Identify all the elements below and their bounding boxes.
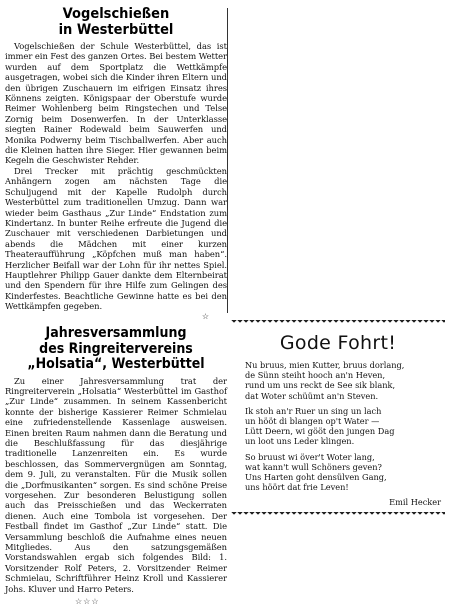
poem-stanza	[245, 452, 445, 493]
poem-line: uns höört dat frie Leven!	[245, 482, 349, 493]
poem-line: rund um uns reckt de See sik blank,	[245, 380, 396, 391]
headline-line: in Westerbüttel	[58, 22, 174, 38]
end-mark-icon: ☆	[201, 311, 209, 321]
ornament-stars-icon: ☆☆☆	[75, 597, 100, 606]
poem-line: Uns Harten goht densülven Gang,	[245, 472, 387, 483]
poem-line: dat Woter schüümt an'n Steven.	[245, 390, 379, 401]
poem-title: Gode Fohrt!	[279, 332, 397, 354]
article-paragraph: Zu einer Jahresversammlung trat der Ringreiterverein „Holsatia“ Westerbüttel im Gasthof „Zur Linde“ zusammen. In seinem Kassenbericht konnte der bisherige Kassierer Reimer Schmielau eine zufriedenstellende Kassenlage ausweisen. Einen breiten Raum nahmen dann die Beratung und die Beschlußfassung für das diesjährige traditionelle Lanzenreiten ein. Es wurde beschlossen, das Sommervergnügen am Sonntag, dem 9. Juli, zu veranstalten. Für die Musik sollen die „Dorfmusikanten“ sorgen. Es sind schöne Preise vorgesehen. Zur besonderen Belustigung sollen auch das Preisschießen und das Weckerraten dienen. Auch eine Tombola ist vorgesehen. Der Festball findet im Gasthof „Zur Linde“ statt. Die Versammlung beschloß die Aufnahme eines neuen Mitgliedes. Aus den satzungsgemäßen Vorstandswahlen ergab sich folgendes Bild: 1. Vorsitzender Rolf Peters, 2. Vorsitzender Reimer Schmielau, Schriftführer Heinz Kroll und Kassierer Johs. Kluver und Harro Peters.	[5, 375, 227, 594]
article-paragraph: Drei Trecker mit prächtig geschmückten Anhängern zogen am nächsten Tage die Schuljugend mit der Kapelle Rudolph durch Westerbüttel zum traditionellen Umzug. Dann war wieder beim Gasthaus „Zur Linde“ Endstation zum Kindertanz. In bunter Reihe erfreute die Jugend die Zuschauer mit verschiedenen Darbietungen und abends die Mädchen mit einer kurzen Theateraufführung „Köpfchen muß man haben“. Herzlicher Beifall war der Lohn für ihr nettes Spiel. Hauptlehrer Philipp Gauer dankte dem Elternbeirat und den Spendern für ihre Hilfe zum Gelingen des Kinderfestes. Beachtliche Gewinne hatte es bei den Wettkämpfen gegeben.	[5, 165, 227, 312]
headline-line: Vogelschießen	[62, 6, 170, 22]
article-headline	[16, 6, 216, 38]
poem-line: un loot uns Leder klingen.	[245, 436, 355, 447]
poem-line: Lütt Deern, wi gööt den jungen Dag	[245, 426, 395, 437]
zigzag-border-top	[231, 320, 445, 326]
article-body	[5, 41, 227, 321]
article-paragraph: Vogelschießen der Schule Westerbüttel, das ist immer ein Fest des ganzen Ortes. Bei bestem Wetter wurden auf dem Sportplatz die Wettkämpfe ausgetragen, wobei sich die Kinder ihren Eltern und den übrigen Zuschauern im eifrigen Einsatz ihres Könnens zeigten. Königspaar der Oberstufe wurde Reimer Wohlenberg beim Ringstechen und Telse Zornig beim Dosenwerfen. In der Unterklasse siegten Rainer Rodewald beim Sauwerfen und Monika Podwerny beim Tischballwerfen. Aber auch die Kleinen hatten ihre Sieger. Hier gewannen beim Kegeln die Geschwister Rehder.	[5, 41, 227, 166]
poem-line: Nu bruus, mien Kutter, bruus dorlang,	[245, 360, 405, 370]
poem-line: de Sünn steiht hooch an'n Heven,	[245, 370, 386, 381]
article-vogelschiessen	[5, 6, 227, 322]
article-headline	[16, 326, 216, 373]
poem-line: un hööt di blangen op't Water —	[245, 416, 380, 427]
poem-stanza	[245, 406, 445, 447]
column-divider	[227, 8, 228, 313]
article-jahresversammlung	[5, 326, 227, 606]
zigzag-border-bottom	[231, 512, 445, 518]
headline-line: Jahresversammlung	[45, 325, 187, 341]
poem-stanza	[245, 360, 445, 401]
headline-line: des Ringreitervereins	[39, 340, 193, 357]
article-body	[5, 376, 227, 595]
poem-author: Emil Hecker	[389, 497, 441, 508]
headline-line: „Holsatia“, Westerbüttel	[27, 356, 205, 372]
poem-box	[231, 320, 445, 518]
poem-line: Ik stoh an'r Ruer un sing un lach	[245, 405, 382, 416]
poem-line: wat kann't wull Schöners geven?	[245, 461, 382, 472]
poem-line: So bruust wi över't Woter lang,	[245, 451, 375, 462]
